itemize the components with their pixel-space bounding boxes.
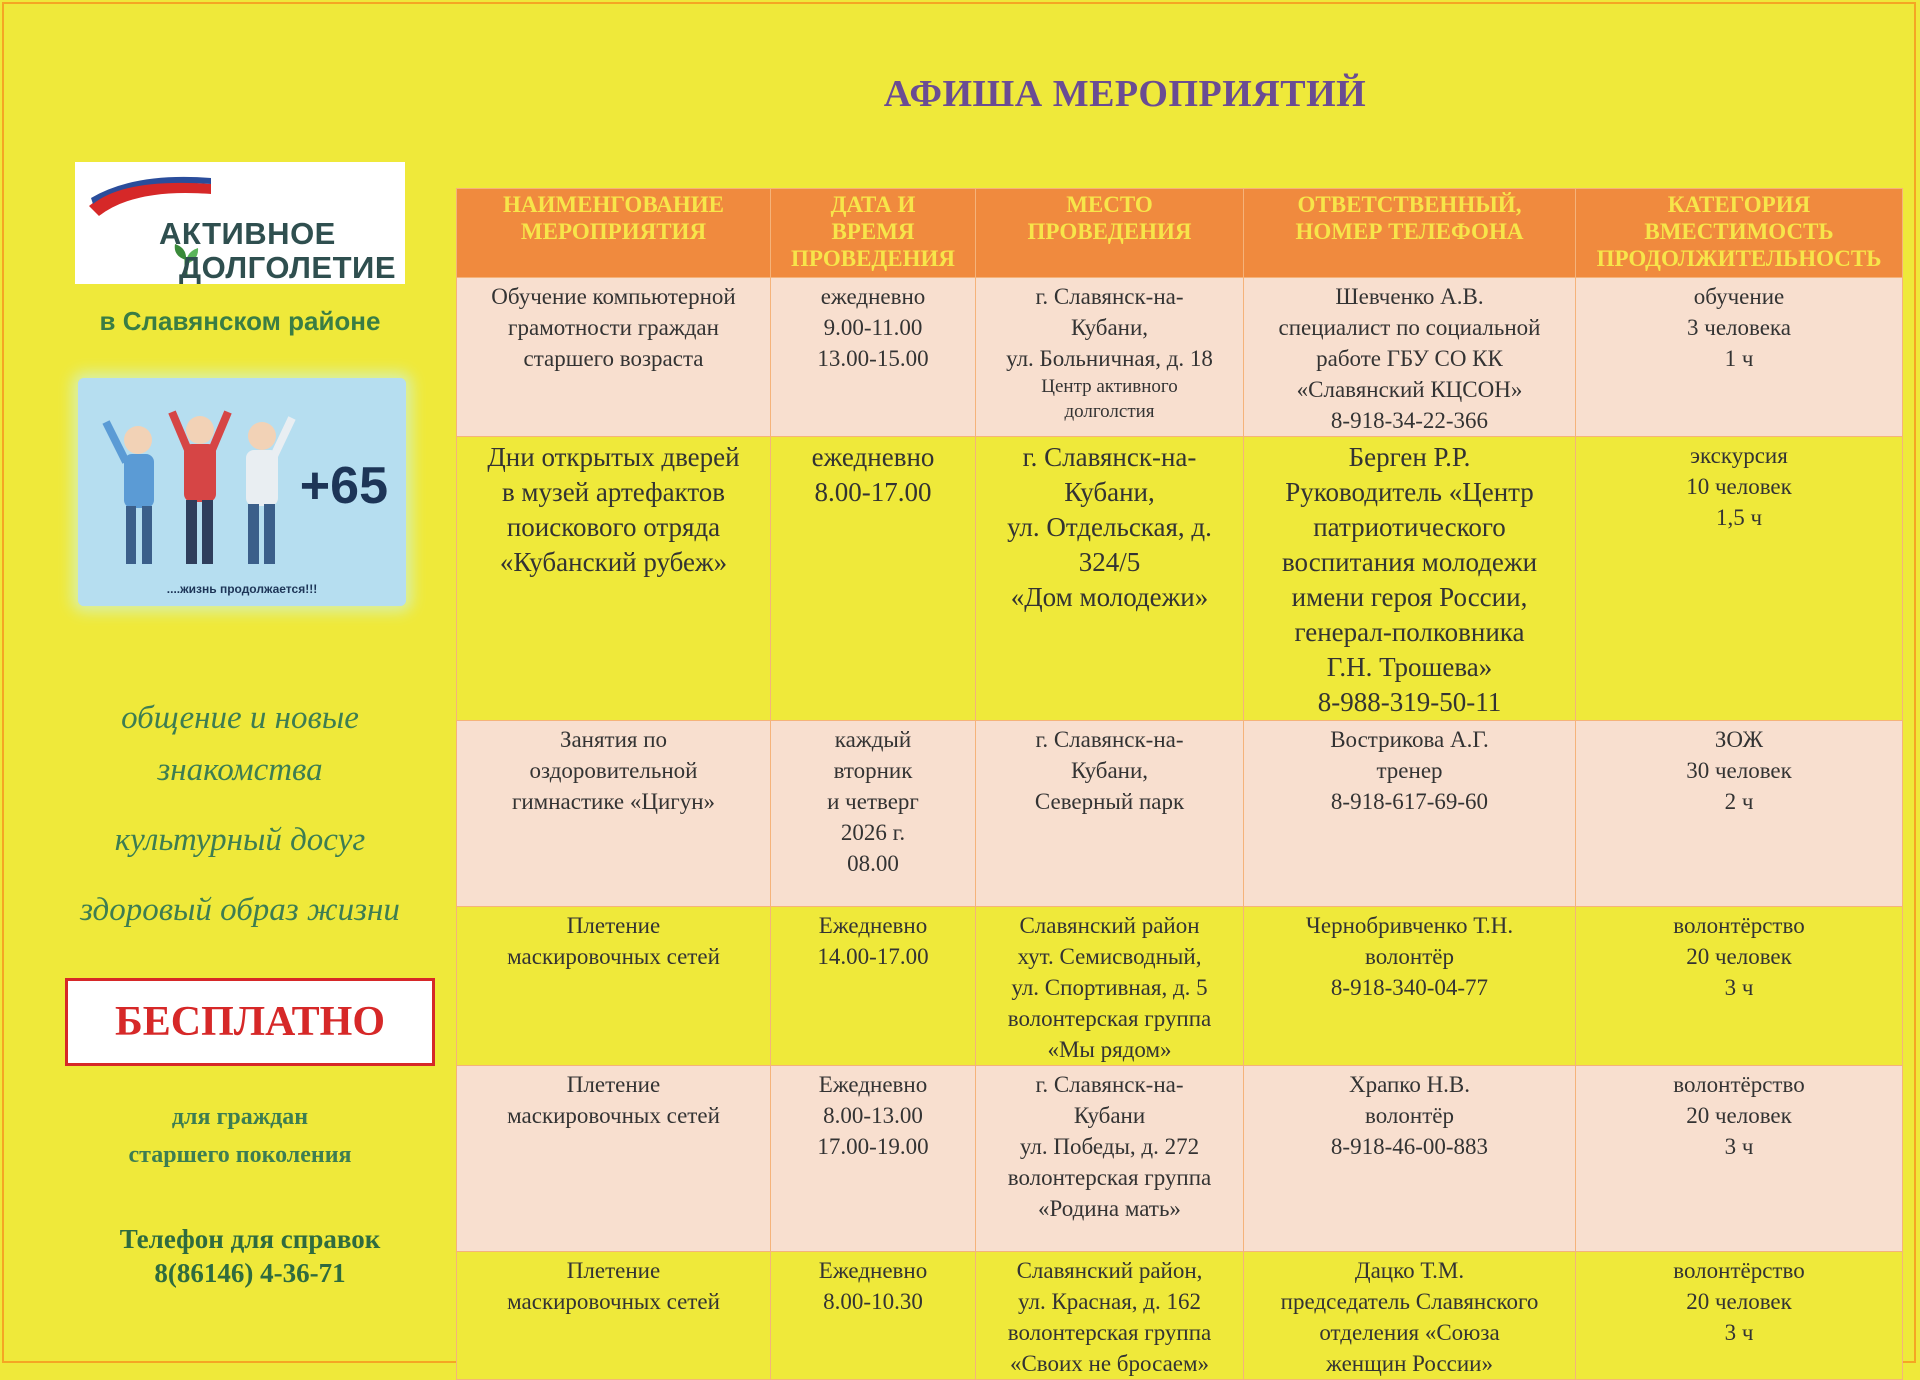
event-name (457, 1066, 771, 1252)
phone-label: Телефон для справок (119, 1224, 381, 1254)
cell-text-line: 2 ч (1724, 789, 1754, 814)
event-responsible (1244, 1252, 1576, 1380)
logo-line-1: АКТИВНОЕ (159, 216, 336, 251)
cell-text-line: ВМЕСТИМОСТЬ (1644, 219, 1834, 244)
cell-text-line: Кубани, (1070, 315, 1149, 340)
cell-text-line: «Кубанский рубеж» (499, 547, 728, 577)
cell-text-line: 8.00-17.00 (814, 477, 932, 507)
cell-text-line: обучение (1693, 284, 1785, 309)
cell-text-line: воспитания молодежи (1281, 547, 1538, 577)
cell-text-line: гимнастике «Цигун» (511, 789, 716, 814)
event-place (976, 721, 1244, 907)
cell-text-line: Кубани, (1064, 477, 1155, 507)
cell-text-line: Плетение (566, 1258, 661, 1283)
cell-text-line: г. Славянск-на- (1035, 727, 1184, 752)
cell-text-line: 20 человек (1686, 1289, 1792, 1314)
cell-text-line: ПРОДОЛЖИТЕЛЬНОСТЬ (1596, 246, 1882, 271)
event-category (1576, 278, 1903, 437)
cell-text-line: Ежедневно (818, 913, 928, 938)
event-category (1576, 721, 1903, 907)
cell-text-line: Плетение (566, 913, 661, 938)
cell-text-line: 8-918-46-00-883 (1330, 1134, 1489, 1159)
cell-text-line: Руководитель «Центр (1285, 477, 1534, 507)
event-category (1576, 907, 1903, 1066)
table-row (457, 721, 1903, 907)
events-table (456, 188, 1903, 1380)
logo (75, 162, 405, 284)
cell-text-line: 10 человек (1686, 474, 1792, 499)
cell-text-line: ул. Больничная, д. 18 (1006, 346, 1213, 371)
event-place (976, 907, 1244, 1066)
cell-text-line: работе ГБУ СО КК (1316, 346, 1503, 371)
cell-text-line: оздоровительной (529, 758, 698, 783)
slogan-line: знакомства (157, 752, 323, 788)
cell-text-line: 8.00-10.30 (823, 1289, 923, 1314)
audience-line: для граждан (171, 1104, 309, 1130)
event-date (771, 1252, 976, 1380)
cell-text-line: Кубани, (1070, 758, 1149, 783)
cell-text-line: волонтёр (1365, 944, 1454, 969)
header-category (1576, 189, 1903, 278)
table-row (457, 1066, 1903, 1252)
cell-text-line: поискового отряда (506, 512, 721, 542)
event-responsible (1244, 1066, 1576, 1252)
phone-number: 8(86146) 4-36-71 (154, 1258, 346, 1288)
cell-text-line: патриотического (1313, 512, 1506, 542)
cell-text-line: 8-918-34-22-366 (1330, 408, 1489, 433)
cell-text-line: председатель Славянского (1280, 1289, 1539, 1314)
cell-text-line: 20 человек (1686, 944, 1792, 969)
event-category (1576, 437, 1903, 721)
event-date (771, 721, 976, 907)
event-name (457, 437, 771, 721)
cell-text-line: волонтёрство (1673, 913, 1805, 938)
cell-text-line: 8-918-617-69-60 (1330, 789, 1489, 814)
cell-text-line: маскировочных сетей (507, 1289, 720, 1314)
logo-line-2: ДОЛГОЛЕТИЕ (179, 250, 397, 284)
header-date (771, 189, 976, 278)
cell-text-line: 324/5 (1078, 547, 1141, 577)
cell-text-line: ЗОЖ (1714, 727, 1764, 752)
cell-text-line: долголстия (1064, 401, 1155, 422)
cell-text-line: 3 ч (1724, 975, 1754, 1000)
event-place (976, 1066, 1244, 1252)
cell-text-line: Дацко Т.М. (1354, 1258, 1465, 1283)
event-place (976, 1252, 1244, 1380)
cell-text-line: ВРЕМЯ (831, 219, 915, 244)
cell-text-line: Занятия по (559, 727, 668, 752)
cell-text-line: маскировочных сетей (507, 944, 720, 969)
table-row (457, 278, 1903, 437)
cell-text-line: 14.00-17.00 (817, 944, 929, 969)
cell-text-line: Ежедневно (818, 1072, 928, 1097)
cell-text-line: Плетение (566, 1072, 661, 1097)
header-place (976, 189, 1244, 278)
event-date (771, 437, 976, 721)
cell-text-line: 08.00 (847, 851, 899, 876)
table-row (457, 1252, 1903, 1380)
cell-text-line: «Мы рядом» (1047, 1037, 1172, 1062)
cell-text-line: Центр активного (1041, 376, 1178, 397)
cell-text-line: волонтёрство (1673, 1258, 1805, 1283)
event-place (976, 278, 1244, 437)
cell-text-line: специалист по социальной (1278, 315, 1541, 340)
event-name (457, 721, 771, 907)
cell-text-line: волонтерская группа (1007, 1320, 1212, 1345)
cell-text-line: Северный парк (1034, 789, 1185, 814)
cell-text-line: Ежедневно (818, 1258, 928, 1283)
cell-text-line: хут. Семисводный, (1017, 944, 1202, 969)
cell-text-line: ул. Красная, д. 162 (1017, 1289, 1202, 1314)
cell-text-line: 17.00-19.00 (817, 1134, 929, 1159)
cell-text-line: 8-988-319-50-11 (1317, 687, 1502, 717)
header-name (457, 189, 771, 278)
event-responsible (1244, 278, 1576, 437)
cell-text-line: ежедневно (811, 442, 935, 472)
cell-text-line: МЕРОПРИЯТИЯ (520, 219, 707, 244)
cell-text-line: ежедневно (820, 284, 926, 309)
cell-text-line: ОТВЕТСТВЕННЫЙ, (1297, 192, 1522, 217)
cell-text-line: Обучение компьютерной (491, 284, 736, 309)
cell-text-line: Вострикова А.Г. (1330, 727, 1489, 752)
table-row (457, 907, 1903, 1066)
cell-text-line: г. Славянск-на- (1035, 1072, 1184, 1097)
cell-text-line: «Славянский КЦСОН» (1296, 377, 1523, 402)
cell-text-line: г. Славянск-на- (1035, 284, 1184, 309)
cell-text-line: ПРОВЕДЕНИЯ (1027, 219, 1192, 244)
photo-tagline: ....жизнь продолжается!!! (166, 582, 318, 596)
cell-text-line: имени героя России, (1291, 582, 1528, 612)
audience-line: старшего поколения (128, 1142, 352, 1168)
cell-text-line: ПРОВЕДЕНИЯ (791, 246, 955, 271)
page-title: АФИША МЕРОПРИЯТИЙ (883, 73, 1367, 115)
age-badge: +65 (299, 457, 388, 515)
seniors-photo (78, 378, 406, 606)
event-place (976, 437, 1244, 721)
free-badge: БЕСПЛАТНО (65, 978, 435, 1066)
cell-text-line: МЕСТО (1066, 192, 1153, 217)
cell-text-line: КАТЕГОРИЯ (1667, 192, 1811, 217)
cell-text-line: 8.00-13.00 (823, 1103, 923, 1128)
cell-text-line: 3 человека (1687, 315, 1791, 340)
cell-text-line: тренер (1376, 758, 1443, 783)
cell-text-line: «Родина мать» (1038, 1196, 1181, 1221)
cell-text-line: 20 человек (1686, 1103, 1792, 1128)
event-date (771, 1066, 976, 1252)
event-category (1576, 1252, 1903, 1380)
slogan-line: культурный досуг (114, 822, 366, 858)
cell-text-line: 3 ч (1724, 1320, 1754, 1345)
cell-text-line: Славянский район (1019, 913, 1200, 938)
cell-text-line: женщин России» (1325, 1351, 1493, 1376)
cell-text-line: волонтерская группа (1007, 1006, 1212, 1031)
cell-text-line: ДАТА И (830, 192, 916, 217)
cell-text-line: волонтерская группа (1007, 1165, 1212, 1190)
cell-text-line: 30 человек (1686, 758, 1792, 783)
cell-text-line: 1,5 ч (1715, 505, 1763, 530)
cell-text-line: Кубани (1073, 1103, 1146, 1128)
event-name (457, 278, 771, 437)
cell-text-line: «Дом молодежи» (1010, 582, 1209, 612)
event-date (771, 907, 976, 1066)
cell-text-line: грамотности граждан (508, 315, 719, 340)
cell-text-line: экскурсия (1690, 443, 1788, 468)
cell-text-line: ул. Отдельская, д. (1007, 512, 1212, 542)
event-date (771, 278, 976, 437)
cell-text-line: старшего возраста (523, 346, 704, 371)
table-header-row (457, 189, 1903, 278)
cell-text-line: волонтёр (1365, 1103, 1454, 1128)
cell-text-line: маскировочных сетей (507, 1103, 720, 1128)
cell-text-line: Храпко Н.В. (1348, 1072, 1471, 1097)
cell-text-line: и четверг (827, 789, 919, 814)
event-category (1576, 1066, 1903, 1252)
event-responsible (1244, 721, 1576, 907)
table-row (457, 437, 1903, 721)
cell-text-line: 9.00-11.00 (823, 315, 923, 340)
cell-text-line: НАИМЕНГОВАНИЕ (503, 192, 724, 217)
event-name (457, 1252, 771, 1380)
event-responsible (1244, 437, 1576, 721)
cell-text-line: каждый (834, 727, 912, 752)
cell-text-line: вторник (833, 758, 913, 783)
cell-text-line: отделения «Союза (1319, 1320, 1500, 1345)
cell-text-line: Чернобривченко Т.Н. (1305, 913, 1514, 938)
region-label: в Славянском районе (99, 306, 381, 336)
cell-text-line: 2026 г. (840, 820, 906, 845)
cell-text-line: ул. Спортивная, д. 5 (1011, 975, 1208, 1000)
cell-text-line: 1 ч (1724, 346, 1754, 371)
cell-text-line: волонтёрство (1673, 1072, 1805, 1097)
cell-text-line: Берген Р.Р. (1348, 442, 1471, 472)
cell-text-line: генерал-полковника (1294, 617, 1525, 647)
cell-text-line: 8-918-340-04-77 (1330, 975, 1489, 1000)
cell-text-line: Г.Н. Трошева» (1326, 652, 1493, 682)
slogan-line: общение и новые (121, 700, 359, 736)
cell-text-line: ул. Победы, д. 272 (1019, 1134, 1200, 1159)
cell-text-line: Славянский район, (1016, 1258, 1203, 1283)
cell-text-line: в музей артефактов (501, 477, 726, 507)
cell-text-line: Шевченко А.В. (1335, 284, 1484, 309)
cell-text-line: «Своих не бросаем» (1009, 1351, 1210, 1376)
cell-text-line: г. Славянск-на- (1022, 442, 1197, 472)
header-responsible (1244, 189, 1576, 278)
cell-text-line: 13.00-15.00 (817, 346, 929, 371)
cell-text-line: Дни открытых дверей (487, 442, 740, 472)
cell-text-line: НОМЕР ТЕЛЕФОНА (1295, 219, 1524, 244)
slogan-line: здоровый образ жизни (80, 892, 400, 928)
cell-text-line: 3 ч (1724, 1134, 1754, 1159)
event-responsible (1244, 907, 1576, 1066)
event-name (457, 907, 771, 1066)
